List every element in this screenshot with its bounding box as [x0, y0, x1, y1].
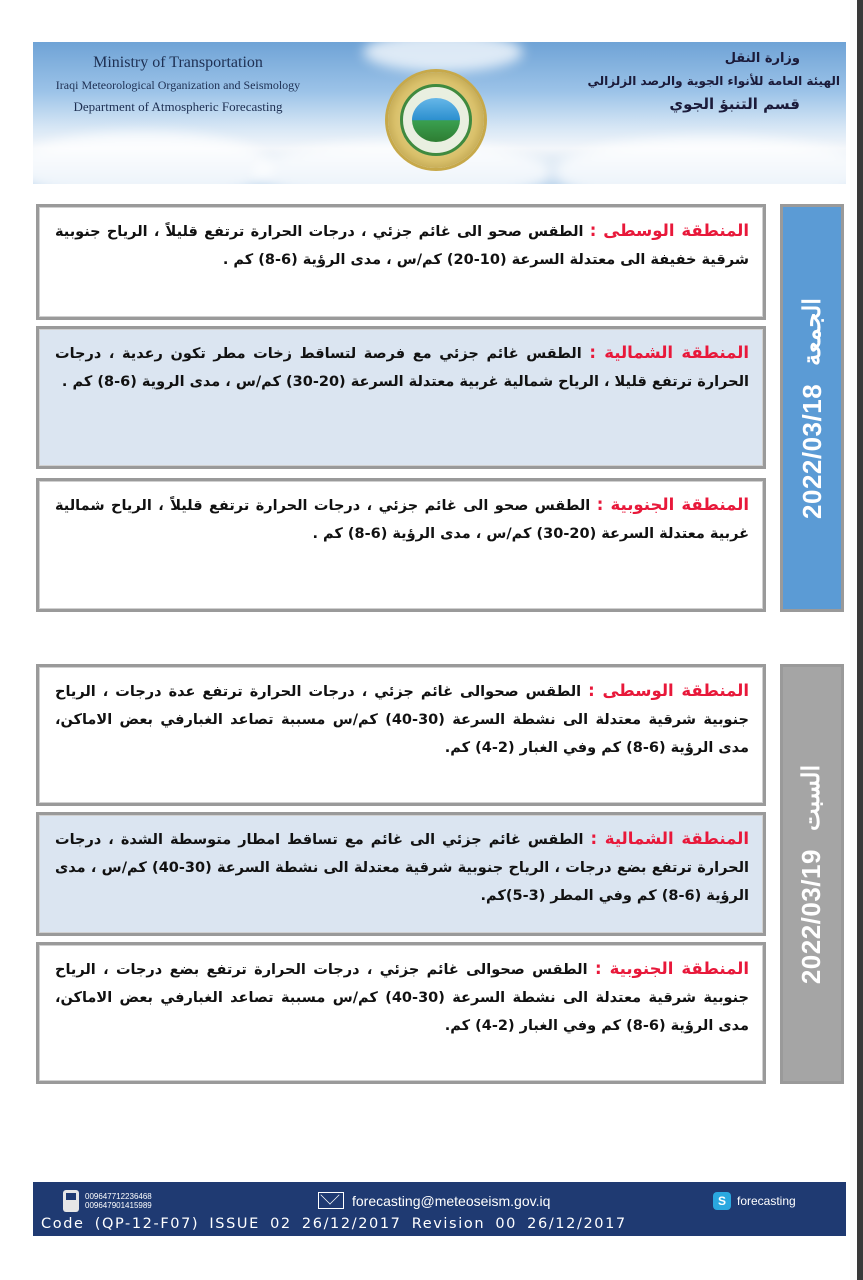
forecast-day-2 — [36, 664, 844, 1084]
date-bar-day1 — [780, 204, 844, 612]
cloud-decoration — [33, 132, 273, 184]
forecast-date: 2022/03/19 — [796, 848, 827, 984]
mail-icon — [318, 1192, 344, 1209]
header-english — [33, 52, 323, 118]
footer-phone — [63, 1190, 152, 1212]
organization-name-en: Iraqi Meteorological Organization and Seismology — [55, 78, 301, 92]
footer-bar — [33, 1182, 846, 1236]
region-forecast-text: الطقس صحوالى غائم جزئي ، درجات الحرارة ترتفع عدة درجات ، الرياح جنوبية شرقية معتدلة الى نشطة السرعة (30-40) كم/س مسببة تصاعد الغبارفي بعض الاماكن، مدى الرؤية (6-8) كم وفي الغبار (2-4) كم. — [55, 684, 749, 756]
region-north-day1 — [36, 326, 766, 469]
ministry-name-en: Ministry of Transportation — [93, 54, 263, 71]
department-name-ar: قسم التنبؤ الجوي — [669, 95, 800, 113]
email-address[interactable]: forecasting@meteoseism.gov.iq — [352, 1192, 551, 1209]
region-name: المنطقة الوسطى : — [588, 681, 749, 700]
region-name: المنطقة الشمالية : — [589, 343, 749, 362]
region-forecast-text: الطقس صحو الى غائم جزئي ، درجات الحرارة ترتفع قليلاً ، الرياح جنوبية شرقية خفيفة الى معتدلة السرعة (10-20) كم/س ، مدى الرؤية (6-8) كم . — [55, 224, 749, 268]
organization-name-ar: الهيئة العامة للأنواء الجوية والرصد الزلزالي — [587, 74, 840, 88]
region-name: المنطقة الشمالية : — [590, 829, 749, 848]
logo-emblem — [412, 98, 460, 142]
skype-icon: S — [713, 1192, 731, 1210]
region-forecast-text: الطقس غائم جزئي الى غائم مع تساقط امطار متوسطة الشدة ، درجات الحرارة ترتفع بضع درجات ، الرياح جنوبية شرقية معتدلة الى نشطة السرعة (30-40) كم/س ، مدى الرؤية (6-8) كم وفي المطر (3-5)كم. — [55, 832, 749, 904]
date-bar-day2 — [780, 664, 844, 1084]
region-name: المنطقة الجنوبية : — [596, 495, 749, 514]
region-name: المنطقة الوسطى : — [589, 221, 749, 240]
region-forecast-text: الطقس غائم جزئي مع فرصة لتساقط زخات مطر تكون رعدية ، درجات الحرارة ترتفع قليلا ، الرياح شمالية غربية معتدلة السرعة (20-30) كم/س ، مدى الروية (6-8) كم . — [55, 346, 749, 390]
header-banner — [33, 42, 846, 184]
region-south-day2 — [36, 942, 766, 1084]
phone-number-2: 009647901415989 — [85, 1201, 152, 1210]
footer-email[interactable] — [318, 1192, 550, 1209]
forecast-date: 2022/03/18 — [796, 383, 827, 519]
forecast-day-1 — [36, 204, 844, 612]
right-edge-bar — [857, 0, 863, 1280]
phone-number-1: 009647712236468 — [85, 1192, 152, 1201]
skype-handle[interactable]: forecasting — [737, 1194, 796, 1208]
cloud-decoration — [363, 42, 523, 72]
header-arabic — [580, 48, 840, 116]
document-code-line: Code (QP-12-F07) ISSUE 02 26/12/2017 Revision 00 26/12/2017 — [41, 1216, 627, 1232]
region-name: المنطقة الجنوبية : — [594, 959, 749, 978]
ministry-name-ar: وزارة النقل — [724, 51, 800, 66]
forecast-day-name: السبت — [798, 764, 826, 831]
region-central-day1 — [36, 204, 766, 320]
region-forecast-text: الطقس صحوالى غائم جزئي ، درجات الحرارة ترتفع بضع درجات ، الرياح جنوبية شرقية معتدلة الى نشطة السرعة (30-40) كم/س مسببة تصاعد الغبارفي بعض الاماكن، مدى الرؤية (6-8) كم وفي الغبار (2-4) كم. — [55, 962, 749, 1034]
footer-skype[interactable] — [713, 1192, 796, 1210]
department-name-en: Department of Atmospheric Forecasting — [73, 99, 283, 114]
phone-icon — [63, 1190, 79, 1212]
forecast-day-name: الجمعة — [798, 297, 826, 366]
cloud-decoration — [553, 137, 846, 184]
region-forecast-text: الطقس صحو الى غائم جزئي ، درجات الحرارة ترتفع قليلاً ، الرياح شمالية غربية معتدلة السرعة (20-30) كم/س ، مدى الرؤية (6-8) كم . — [55, 498, 749, 542]
region-central-day2 — [36, 664, 766, 806]
region-north-day2 — [36, 812, 766, 936]
organization-logo — [388, 72, 484, 168]
region-south-day1 — [36, 478, 766, 612]
